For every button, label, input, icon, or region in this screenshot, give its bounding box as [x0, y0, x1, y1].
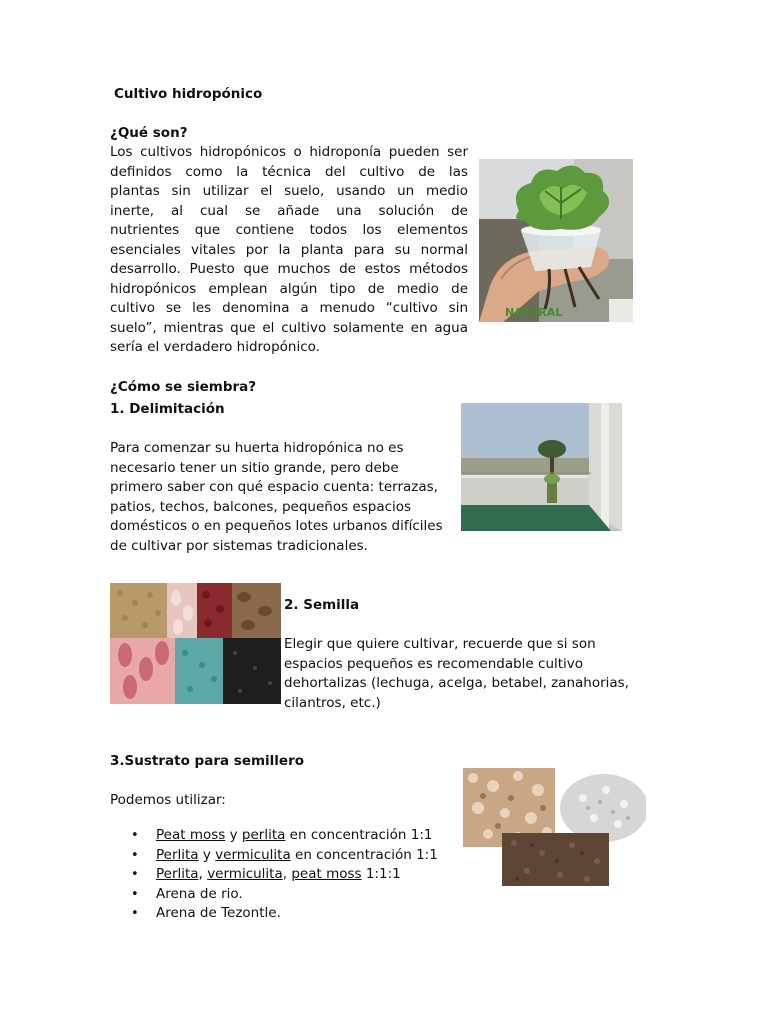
text-line: espacios pequeños es recomendable cultivo: [284, 655, 584, 672]
list-item: • Arena de Tezontle.: [110, 904, 470, 924]
photo-watermark: NATURAL: [505, 306, 563, 319]
text-line: primero saber con qué espacio cuenta: terrazas,: [110, 479, 438, 495]
link-peat-moss[interactable]: Peat moss: [156, 827, 226, 843]
text-line: domésticos o en pequeños lotes urbanos difíciles: [110, 518, 443, 534]
text-line: hidropónicos emplean algún tipo de medio de: [110, 280, 468, 297]
text-line: suelo”, mientras que el cultivo solamente en agua: [110, 319, 468, 336]
list-item: [110, 826, 470, 846]
list-text: y: [198, 846, 216, 863]
link-perlita[interactable]: Perlita: [156, 866, 199, 882]
list-text: 1:1:1: [361, 866, 401, 882]
text-line: cultivo se les denomina a menudo “cultivo sin: [110, 300, 468, 316]
vermiculita-photo: [502, 833, 609, 886]
text-line: esenciales vitales por la planta para su normal: [110, 241, 468, 258]
subheading-sustrato: 3.Sustrato para semillero: [110, 753, 305, 769]
list-text: ,: [198, 866, 208, 882]
text-line: Para comenzar su huerta hidropónica no es: [110, 440, 404, 456]
text-line: de cultivar por sistemas tradicionales.: [110, 537, 368, 554]
link-vermiculita[interactable]: vermiculita: [215, 846, 291, 863]
lettuce-seedling-photo: [479, 159, 633, 322]
text-line: Elegir que quiere cultivar, recuerde que si son: [284, 636, 596, 652]
list-item: [110, 865, 470, 885]
text-line: Los cultivos hidropónicos o hidroponía pueden ser: [110, 144, 468, 160]
text-line: patios, techos, balcones, pequeños espacios: [110, 498, 412, 515]
link-peat-moss[interactable]: peat moss: [291, 866, 362, 882]
link-vermiculita[interactable]: vermiculita: [207, 866, 283, 882]
section-heading-como-se-siembra: ¿Cómo se siembra?: [110, 379, 257, 395]
list-text: en concentración 1:1: [290, 846, 438, 863]
list-item: • Arena de rio.: [110, 885, 470, 905]
subheading-delimitacion: 1. Delimitación: [110, 401, 225, 417]
text-line: definidos como la técnica del cultivo de las: [110, 163, 468, 180]
rooftop-terrace-photo: [461, 403, 622, 531]
text-line: cilantros, etc.): [284, 694, 381, 711]
text-line: inerte, al cual se añade una solución de: [110, 202, 468, 219]
sustrato-list: [110, 826, 470, 924]
text-line: sería el verdadero hidropónico.: [110, 339, 320, 355]
list-text: ,: [282, 866, 292, 882]
page-title: Cultivo hidropónico: [114, 86, 263, 102]
text-line: dehortalizas (lechuga, acelga, betabel, zanahorias,: [284, 675, 630, 691]
section-text-semilla: [284, 635, 664, 713]
link-perlita[interactable]: Perlita: [156, 846, 199, 863]
section-heading-que-son: ¿Qué son?: [110, 125, 188, 141]
text-line: desarrollo. Puesto que muchos de estos métodos: [110, 261, 468, 277]
text-line: plantas sin utilizar el suelo, usando un medio: [110, 183, 468, 199]
text-line: nutrientes que contiene todos los elementos: [110, 222, 468, 238]
section-text-delimitacion: [110, 439, 460, 556]
list-item: [110, 846, 470, 866]
sustrato-intro: Podemos utilizar:: [110, 792, 226, 808]
text-line: necesario tener un sitio grande, pero debe: [110, 459, 399, 476]
link-perlita[interactable]: perlita: [241, 827, 286, 843]
section-text-que-son: [110, 143, 468, 358]
list-text: y: [225, 827, 242, 843]
list-text: en concentración 1:1: [285, 827, 433, 843]
seeds-assortment-photo: [110, 583, 281, 704]
subheading-semilla: 2. Semilla: [284, 597, 360, 613]
